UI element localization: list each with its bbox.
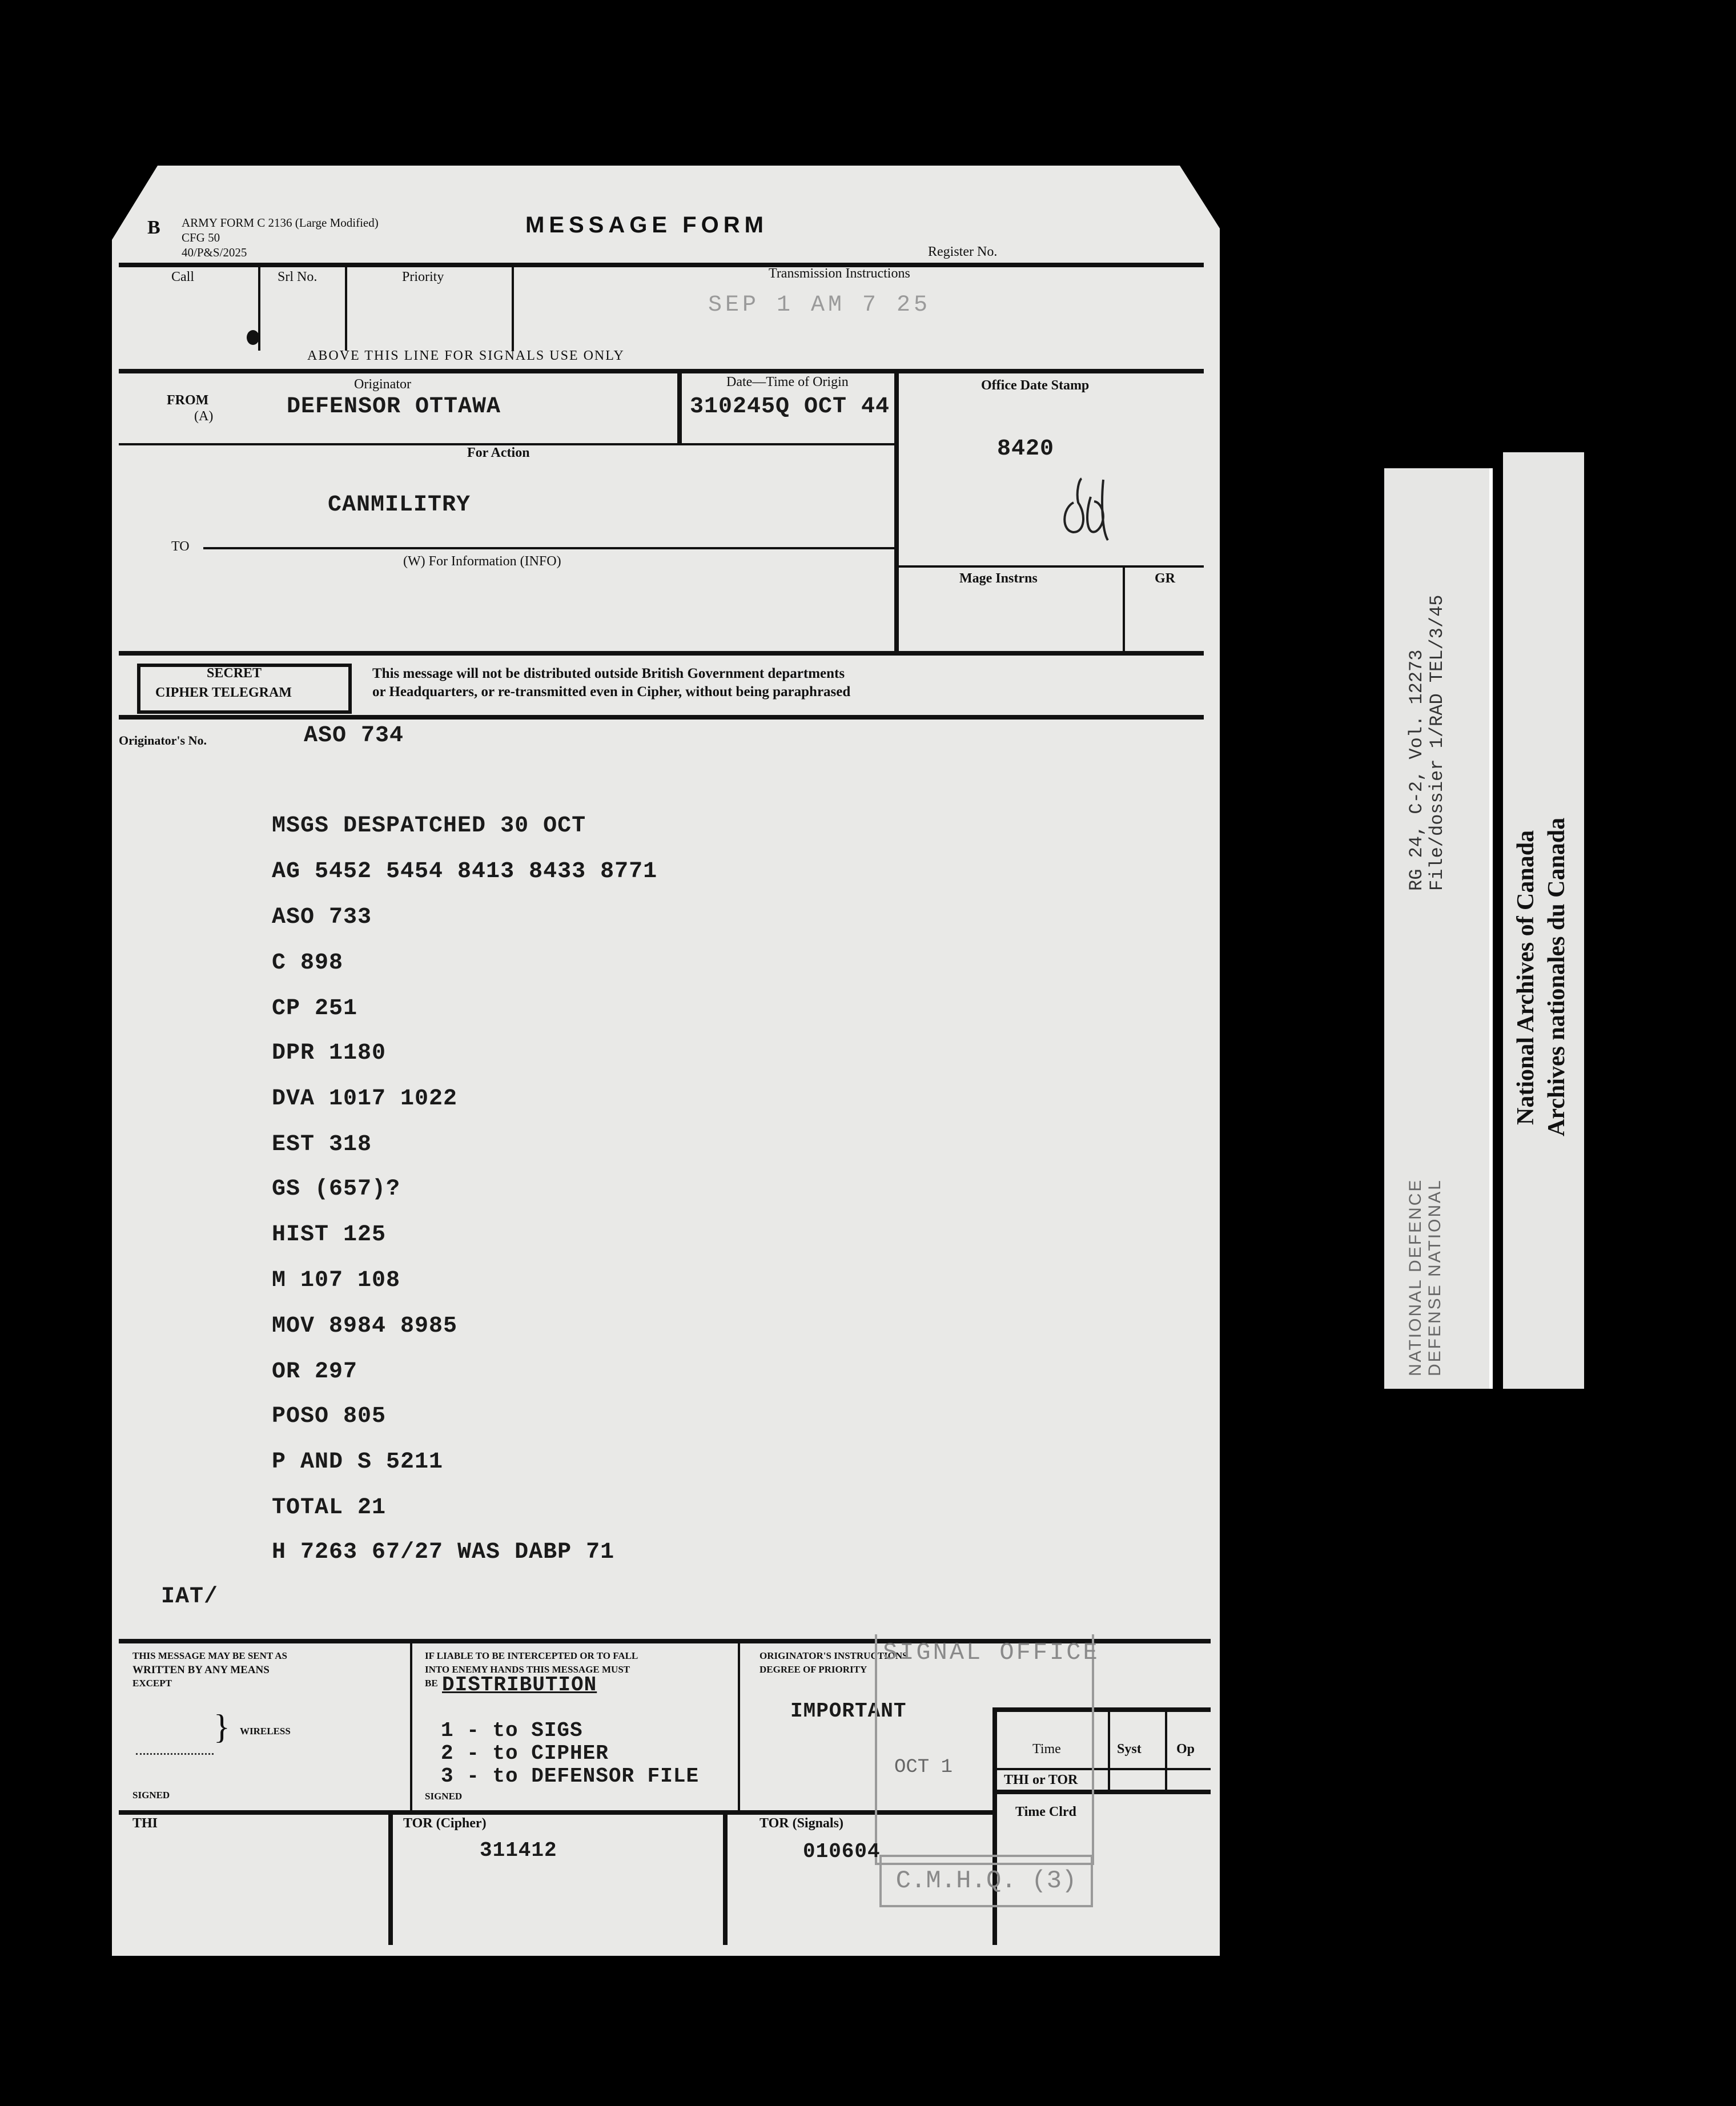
transmission-label: Transmission Instructions — [769, 266, 910, 281]
body-line: H 7263 67/27 WAS DABP 71 — [272, 1540, 615, 1565]
dotted-rule — [136, 1753, 214, 1755]
strip-edge — [1489, 468, 1493, 1389]
for-action-label: For Action — [467, 445, 530, 460]
cmhq-stamp: C.M.H.Q. (3) — [879, 1855, 1093, 1907]
dept-line2: DEFENSE NATIONAL — [1425, 1179, 1444, 1376]
corner-mark: B — [147, 217, 160, 238]
tor-cipher-label: TOR (Cipher) — [403, 1816, 487, 1831]
distribution-notice-line1: This message will not be distributed outside British Government departments — [372, 666, 845, 681]
signal-office-stamp-frame — [875, 1634, 1094, 1865]
body-line: C 898 — [272, 950, 344, 976]
rule — [512, 265, 514, 351]
rule — [119, 651, 1204, 656]
body-line: M 107 108 — [272, 1268, 401, 1293]
distribution-item: 3 - to DEFENSOR FILE — [441, 1765, 700, 1788]
liable-line3: BE — [425, 1678, 438, 1689]
handwritten-initials — [1051, 468, 1131, 548]
thi-label: THI — [132, 1816, 158, 1831]
liable-line2: INTO ENEMY HANDS THIS MESSAGE MUST — [425, 1664, 630, 1675]
rule — [894, 371, 899, 653]
body-line: ASO 733 — [272, 905, 372, 930]
transmission-stamp: SEP 1 AM 7 25 — [708, 292, 931, 318]
form-id-line2: CFG 50 — [182, 231, 220, 244]
signed-mid-label: SIGNED — [425, 1791, 463, 1802]
time-label: Time — [1032, 1742, 1061, 1757]
archive-ref-line1: RG 24, C-2, Vol. 12273 — [1406, 649, 1427, 891]
body-line: GS (657)? — [272, 1176, 401, 1202]
form-id-line3: 40/P&S/2025 — [182, 246, 247, 259]
call-label: Call — [171, 270, 194, 284]
gr-label: GR — [1155, 571, 1175, 586]
archive-ref-line2: File/dossier 1/RAD TEL/3/45 — [1426, 594, 1448, 891]
to-label: TO — [171, 539, 190, 554]
wireless-label: WIRELESS — [240, 1726, 291, 1737]
cipher-telegram-label: CIPHER TELEGRAM — [155, 685, 292, 700]
degree-of-priority-label: DEGREE OF PRIORITY — [760, 1664, 867, 1675]
form-title: MESSAGE FORM — [525, 212, 768, 238]
date-time-origin-value: 310245Q OCT 44 — [690, 394, 890, 420]
body-line: DVA 1017 1022 — [272, 1086, 458, 1112]
body-line: MSGS DESPATCHED 30 OCT — [272, 813, 586, 839]
distribution-item: 2 - to CIPHER — [441, 1742, 609, 1765]
distribution-notice-line2: or Headquarters, or re-transmitted even in Cipher, without being paraphrased — [372, 684, 851, 700]
for-action-value: CANMILITRY — [328, 492, 471, 518]
op-label: Op — [1176, 1742, 1195, 1757]
rule — [1108, 1710, 1110, 1791]
rule — [119, 1810, 995, 1815]
signal-office-stamp: SIGNAL OFFICE — [883, 1639, 1100, 1666]
body-line: EST 318 — [272, 1132, 372, 1158]
body-line: CP 251 — [272, 996, 358, 1022]
operator-mark: IAT/ — [161, 1584, 219, 1610]
office-stamp-value: 8420 — [997, 436, 1055, 462]
nac-line1: National Archives of Canada — [1513, 830, 1539, 1125]
ink-blot — [247, 330, 259, 345]
originator-label: Originator — [354, 377, 411, 392]
priority-value: IMPORTANT — [790, 1699, 907, 1723]
rule — [738, 1641, 740, 1812]
originators-instructions-label: ORIGINATOR'S INSTRUCTIONS — [760, 1650, 908, 1661]
nac-line2: Archives nationales du Canada — [1544, 817, 1570, 1136]
body-line: MOV 8984 8985 — [272, 1313, 458, 1339]
body-line: OR 297 — [272, 1359, 358, 1385]
signed-left-label: SIGNED — [132, 1790, 170, 1800]
rule — [345, 265, 347, 351]
may-be-sent-line1: THIS MESSAGE MAY BE SENT AS — [132, 1650, 287, 1661]
may-be-sent-line3: EXCEPT — [132, 1678, 172, 1689]
mage-instrns-label: Mage Instrns — [959, 571, 1038, 586]
body-line: DPR 1180 — [272, 1040, 387, 1066]
originators-no-value: ASO 734 — [304, 723, 404, 749]
body-line: HIST 125 — [272, 1222, 387, 1248]
form-id-line1: ARMY FORM C 2136 (Large Modified) — [182, 216, 379, 230]
body-line: AG 5452 5454 8413 8433 8771 — [272, 859, 658, 885]
secret-label: SECRET — [207, 666, 262, 681]
info-label: (W) For Information (INFO) — [403, 554, 561, 569]
liable-line1: IF LIABLE TO BE INTERCEPTED OR TO FALL — [425, 1650, 638, 1661]
syst-label: Syst — [1117, 1742, 1142, 1757]
srl-no-label: Srl No. — [278, 270, 318, 284]
time-clrd-label: Time Clrd — [1015, 1804, 1076, 1819]
above-line-notice: ABOVE THIS LINE FOR SIGNALS USE ONLY — [307, 348, 625, 363]
rule — [677, 371, 682, 443]
body-line: TOTAL 21 — [272, 1495, 387, 1521]
stamp-date: OCT 1 — [894, 1757, 953, 1778]
body-line: POSO 805 — [272, 1404, 387, 1429]
from-label: FROM — [167, 393, 209, 408]
tor-cipher-value: 311412 — [480, 1839, 557, 1862]
rule — [119, 369, 1204, 373]
distribution-item: 1 - to SIGS — [441, 1719, 583, 1742]
originator-value: DEFENSOR OTTAWA — [287, 394, 501, 420]
rule — [1165, 1710, 1167, 1791]
rule — [119, 263, 1204, 267]
rule — [388, 1812, 393, 1945]
body-line: P AND S 5211 — [272, 1449, 444, 1475]
rule — [723, 1812, 728, 1945]
from-sub-label: (A) — [194, 409, 214, 424]
originators-no-label: Originator's No. — [119, 733, 207, 747]
rule — [119, 715, 1204, 720]
rule — [203, 547, 894, 549]
may-be-sent-line2: WRITTEN BY ANY MEANS — [132, 1664, 270, 1676]
register-label: Register No. — [928, 244, 998, 259]
rule — [1123, 568, 1125, 653]
tor-signals-value: 010604 — [803, 1840, 881, 1863]
office-date-stamp-label: Office Date Stamp — [981, 378, 1090, 393]
dept-line1: NATIONAL DEFENCE — [1406, 1178, 1425, 1376]
rule — [410, 1641, 412, 1812]
priority-label: Priority — [402, 270, 444, 284]
brace-mark: } — [214, 1708, 230, 1746]
distribution-title: DISTRIBUTION — [442, 1673, 597, 1697]
rule — [897, 565, 1204, 568]
tor-signals-label: TOR (Signals) — [760, 1816, 843, 1831]
thi-or-tor-label: THI or TOR — [1004, 1773, 1078, 1787]
date-time-origin-label: Date—Time of Origin — [726, 375, 849, 389]
